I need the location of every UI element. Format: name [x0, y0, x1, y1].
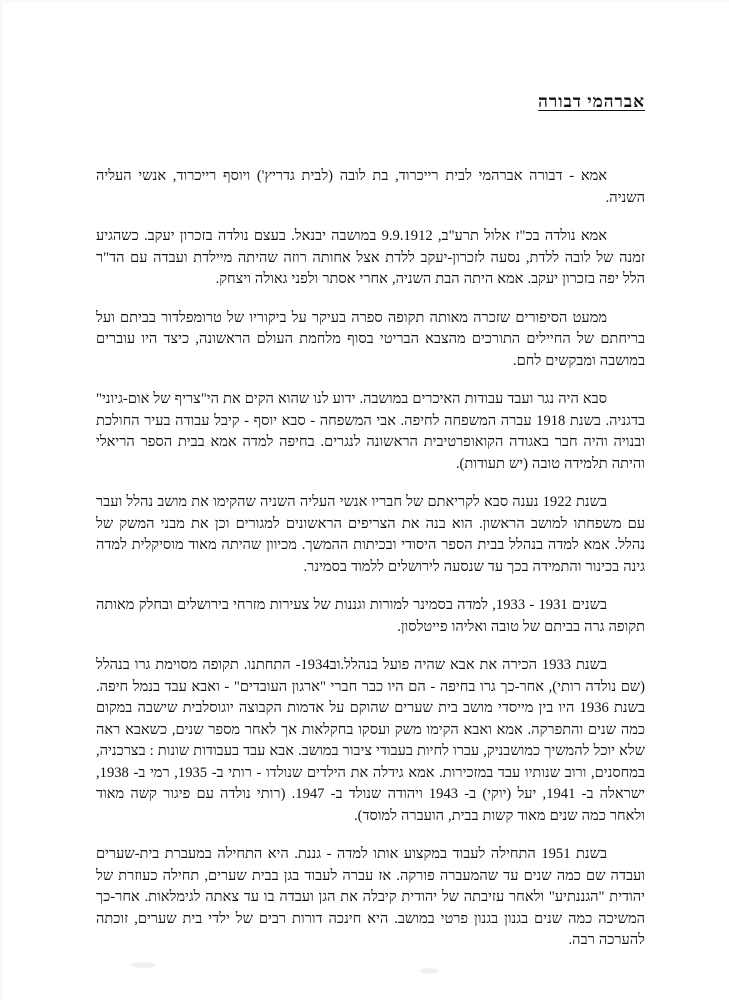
scan-edge-top	[0, 0, 729, 2]
paragraph: בשנת 1951 התחילה לעבוד במקצוע אותו למדה - גננת. היא התחילה במעברת בית-שערים ועבדה שם כמה שנים עד שהמעברה פורקה. אז עברה לעבוד בגן בבית שערים, תחילה כעוזרת של יהודית "הגננתיע" ולאחר עזיבתה של יהודית קיבלה את הגן ועבדה בו עד צאתה לגימלאות. אחר-כך המשיכה כמה שנים בגנון בגנון פרטי במושב. היא חינכה דורות רבים של ילדי בית שערים, זוכתה להערכה רבה.	[96, 846, 645, 948]
paragraph: אמא - דבורה אברהמי לבית רייכרוד, בת לובה (לבית גדריץ') ויוסף רייכרוד, אנשי העליה השניה.	[96, 168, 645, 206]
scan-artifact	[130, 962, 156, 968]
document-body	[96, 166, 645, 969]
paragraph: בשנת 1933 הכירה את אבא שהיה פועל בנהלל.וב1934- התחתנו. תקופה מסוימת גרו בנהלל (שם נולדה רותי), אחר-כך גרו בחיפה - הם היו כבר חברי "ארגון העובדים" - ואבא עבד בנמל חיפה. בשנת 1936 היו בין מייסדי מושב בית שערים שהוקם על אדמות הקבוצה יוגוסלבית שישבה במקום כמה שנים והתפרקה. אמא ואבא הקימו משק ועסקו בחקלאות אך לאחר מספר שנים, כשאבא ראה שלא יוכל להמשיך כמושבניק, עברו לחיות בעבודי ציבור במושב. אבא עבד בעבודות שונות : בצרכניה, במחסנים, ורוב שנותיו עבד במזכירות. אמא גידלה את הילדים שנולדו - רותי ב- 1935, רמי ב- 1938, ישראלה ב- 1941, יעל (יוקי) ב- 1943 ויהודה שנולד ב- 1947. (רותי נולדה עם פיגור קשה מאוד ולאחר כמה שנים מאוד קשות בבית, הועברה למוסד).	[96, 657, 646, 824]
paragraph: בשנים 1931 - 1933, למדה בסמינר למורות וגננות של צעירות מזרחי בירושלים ובחלק מאותה תקופה גרה בביתם של טובה ואליהו פייטלסון.	[96, 597, 645, 635]
scan-artifact	[420, 968, 438, 974]
paragraph: אמא נולדה בכ"ז אלול תרע"ב, 9.9.1912 במושבה יבנאל. בעצם נולדה בזכרון יעקב. כשהגיע זמנה של לובה ללדת, נסעה לזכרון-יעקב ללדת אצל אחותה רוזה שהיתה מיילדת ועבדה עם הד"ר הלל יפה בזכרון יעקב. אמא היתה הבת השניה, אחרי אסתר ולפני גאולה ויצחק.	[96, 228, 645, 287]
page-title: אברהמי דבורה	[538, 92, 645, 111]
paragraph: סבא היה נגר ועבד עבודות האיכרים במושבה. ידוע לנו שהוא הקים את הי"צריף של אום-גיוני" בדגניה. בשנת 1918 עברה המשפחה לחיפה. אבי המשפחה - סבא יוסף - קיבל עבודה בעיר החולכת ובנויה והיה חבר באגודה הקואופרטיבית הראשונה לנגרים. בחיפה למדה אמא בבית הספר הריאלי והיתה תלמידה טובה (יש תעודות).	[96, 391, 645, 472]
paragraph: ממעט הסיפורים שזכרה מאותה תקופה ספרה בעיקר על ביקוריו של טרומפלדור בביתם ועל בריחתם של החיילים התורכים מהצבא הבריטי בסוף מלחמת העולם הראשונה, כיצד היו עוברים במושבה ומבקשים לחם.	[96, 309, 645, 369]
paragraph: בשנת 1922 נענה סבא לקריאתם של חבריו אנשי העליה השניה שהקימו את מושב נהלל ועבר עם משפחתו למושב הראשון. הוא בנה את הצריפים הראשונים למגורים וכן את מבני המשק של נהלל. אמא למדה בנהלל בבית הספר היסודי ובכיתות ההמשך. מכיוון שהיתה מאוד מוסיקלית למדה גינה בכינור והתמידה בכך עד שנסעה לירושלים ללמוד בסמינר.	[96, 494, 645, 575]
scan-edge-left	[0, 0, 3, 1000]
